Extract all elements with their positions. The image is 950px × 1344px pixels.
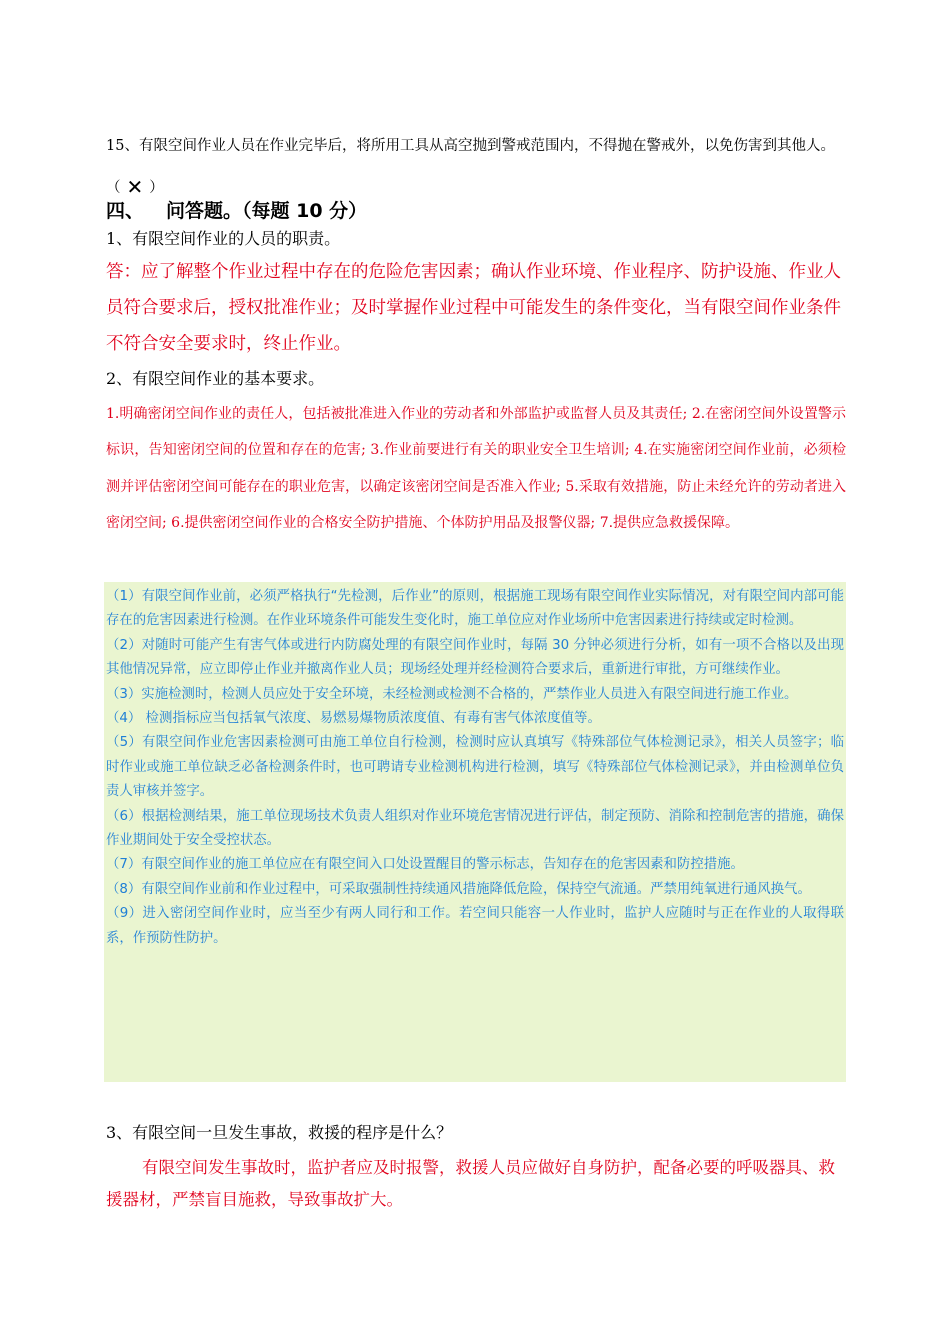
section-heading	[106, 197, 846, 225]
question-3: 3、有限空间一旦发生事故，救援的程序是什么？	[106, 1123, 453, 1142]
answer-3: 有限空间发生事故时，监护者应及时报警，救援人员应做好自身防护，配备必要的呼吸器具、救援器材，严禁盲目施救，导致事故扩大。	[106, 1158, 835, 1209]
note-item: （2）对随时可能产生有害气体或进行内防腐处理的有限空间作业时，每隔 30 分钟必须进行分析，如有一项不合格以及出现其他情况异常，应立即停止作业并撤离作业人员；现场经处理并经检测符合要求后，重新进行审批，方可继续作业。	[106, 637, 844, 678]
note-item: （7）有限空间作业的施工单位应在有限空间入口处设置醒目的警示标志，告知存在的危害因素和防控措施。	[106, 857, 744, 873]
note-item: （8）有限空间作业前和作业过程中，可采取强制性持续通风措施降低危险，保持空气流通。严禁用纯氧进行通风换气。	[106, 881, 811, 897]
cross-mark-icon: ✕	[126, 175, 144, 199]
question-1: 1、有限空间作业的人员的职责。	[106, 229, 341, 248]
requirements-notes	[104, 582, 846, 1082]
question-2: 2、有限空间作业的基本要求。	[106, 369, 325, 388]
question-15-close: ）	[149, 180, 164, 196]
section-title: 问答题。（每题 10 分）	[166, 200, 368, 222]
section-number: 四、	[106, 200, 145, 222]
note-item: （3）实施检测时，检测人员应处于安全环境，未经检测或检测不合格的，严禁作业人员进入有限空间进行施工作业。	[106, 686, 798, 702]
note-item: （6）根据检测结果，施工单位现场技术负责人组织对作业环境危害情况进行评估，制定预防、消除和控制危害的措施，确保作业期间处于安全受控状态。	[106, 808, 844, 849]
answer-2: 1.明确密闭空间作业的责任人，包括被批准进入作业的劳动者和外部监护或监督人员及其责任; 2.在密闭空间外设置警示标识，告知密闭空间的位置和存在的危害; 3.作业前要进行有关的职业安全卫生培训; 4.在实施密闭空间作业前，必须检测并评估密闭空间可能存在的职业危害，以确定该密闭空间是否准入作业; 5.采取有效措施，防止未经允许的劳动者进入密闭空间; 6.提供密闭空间作业的合格安全防护措施、个体防护用品及报警仪器; 7.提供应急救援保障。	[106, 406, 846, 531]
note-item: （9）进入密闭空间作业时，应当至少有两人同行和工作。若空间只能容一人作业时，监护人应随时与正在作业的人取得联系，作预防性防护。	[106, 906, 844, 946]
note-item: （1）有限空间作业前，必须严格执行“先检测，后作业”的原则，根据施工现场有限空间作业实际情况，对有限空间内部可能存在的危害因素进行检测。在作业环境条件可能发生变化时，施工单位应对作业场所中危害因素进行持续或定时检测。	[106, 589, 844, 629]
note-item: （5）有限空间作业危害因素检测可由施工单位自行检测，检测时应认真填写《特殊部位气体检测记录》，相关人员签字；临时作业或施工单位缺乏必备检测条件时，也可聘请专业检测机构进行检测，填写《特殊部位气体检测记录》，并由检测单位负责人审核并签字。	[106, 735, 844, 800]
answer-1: 答：应了解整个作业过程中存在的危险危害因素；确认作业环境、作业程序、防护设施、作业人员符合要求后，授权批准作业；及时掌握作业过程中可能发生的条件变化，当有限空间作业条件不符合安全要求时，终止作业。	[106, 262, 841, 354]
question-15-text: 15、有限空间作业人员在作业完毕后，将所用工具从高空抛到警戒范围内，不得抛在警戒外，以免伤害到其他人。（	[106, 138, 835, 196]
note-item: （4） 检测指标应当包括氧气浓度、易燃易爆物质浓度值、有毒有害气体浓度值等。	[106, 711, 601, 727]
